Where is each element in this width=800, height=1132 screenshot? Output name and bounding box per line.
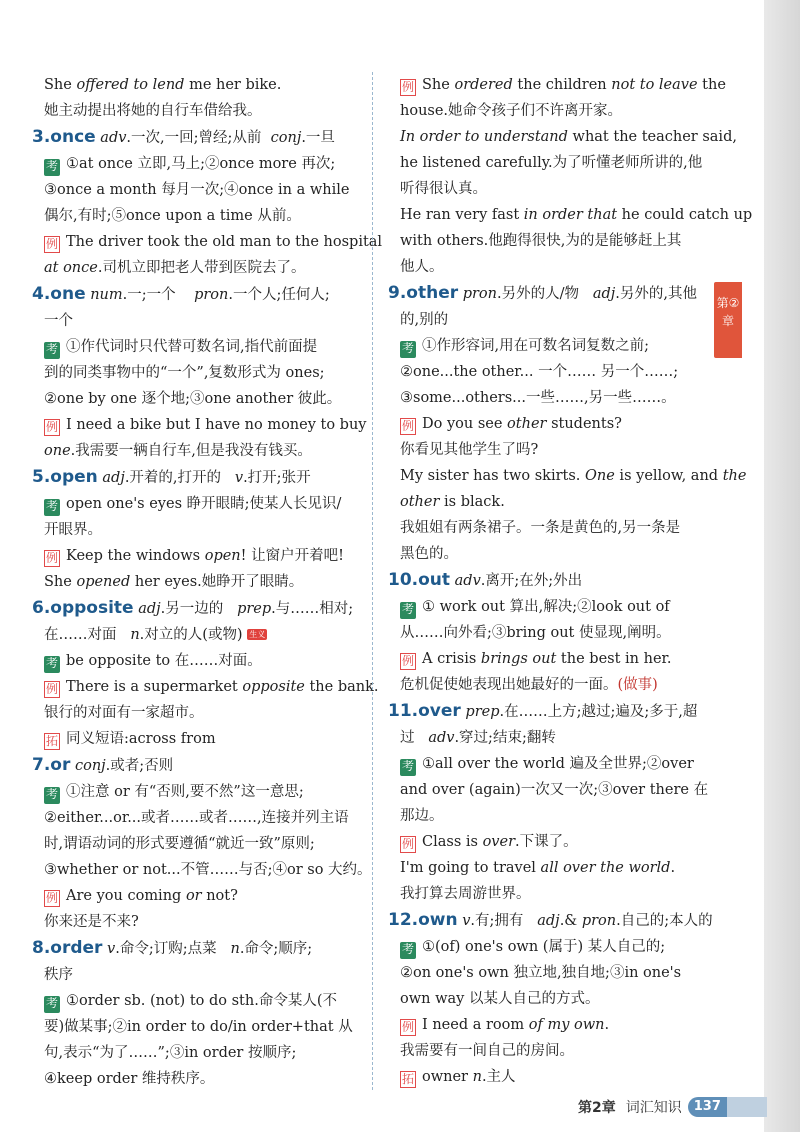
entry-headword: 12.own <box>388 910 458 930</box>
line-text: The driver took the old man to the hospital <box>66 234 383 250</box>
kao-note-icon: 考 <box>400 759 416 776</box>
entry-headword: 6.opposite <box>32 598 134 618</box>
text-line <box>388 359 706 385</box>
usage-note-line <box>32 491 358 517</box>
line-text: She offered to lend me her bike. <box>44 77 282 93</box>
text-line <box>388 960 706 986</box>
example-icon: 例 <box>45 551 58 565</box>
kao-note-icon: 考 <box>44 996 60 1013</box>
entry-headword-line <box>388 907 713 934</box>
entry-definition: v.命令;订购;点菜 n.命令;顺序; <box>107 941 313 957</box>
line-text: ②one by one 逐个地;③one another 彼此。 <box>44 391 342 407</box>
entry-definition: num.一;一个 pron.一个人;任何人; <box>90 287 330 303</box>
entry-headword: 8.order <box>32 938 103 958</box>
line-text: ① work out 算出,解决;②look out of <box>422 599 670 615</box>
line-text: 到的同类事物中的“一个”,复数形式为 ones; <box>44 365 325 381</box>
text-line <box>32 98 358 124</box>
line-text: ③some...others...一些……,另一些……。 <box>400 390 676 406</box>
text-line <box>32 360 358 386</box>
example-line <box>32 412 367 438</box>
line-text: ②one...the other... 一个…… 另一个……; <box>400 364 679 380</box>
example-line <box>32 543 358 569</box>
usage-note-line <box>388 333 706 359</box>
text-line <box>32 831 358 857</box>
extension-icon: 拓 <box>401 1072 414 1086</box>
kao-note-icon: 考 <box>44 656 60 673</box>
entry-definition: adv.离开;在外;外出 <box>454 573 583 589</box>
entry-definition: conj.或者;否则 <box>74 758 174 774</box>
text-line <box>32 909 358 935</box>
line-text: house.她命令孩子们不许离开家。 <box>400 103 623 119</box>
page-number-tail <box>727 1097 767 1117</box>
line-text: 危机促使她表现出她最好的一面。(做事) <box>400 677 658 693</box>
text-line <box>388 150 706 176</box>
text-line <box>32 177 358 203</box>
line-text: ②either...or...或者……或者……,连接并列主语 <box>44 810 349 826</box>
line-text: 我姐姐有两条裙子。一条是黄色的,另一条是 <box>400 520 681 536</box>
example-line <box>32 883 358 909</box>
entry-headword: 9.other <box>388 283 459 303</box>
entry-definition: adj.另一边的 prep.与……相对; <box>138 601 354 617</box>
text-line <box>32 255 358 281</box>
line-text: ③once a month 每月一次;④once in a while <box>44 182 350 198</box>
text-line <box>32 1014 358 1040</box>
line-text: Keep the windows open! 让窗户开着吧! <box>66 548 344 564</box>
line-text: ①at once 立即,马上;②once more 再次; <box>66 156 336 172</box>
line-text: Are you coming or not? <box>66 888 238 904</box>
entry-headword-line <box>32 935 358 962</box>
extension-icon: 拓 <box>45 734 58 748</box>
text-line <box>388 986 706 1012</box>
line-text: own way 以某人自己的方式。 <box>400 991 600 1007</box>
line-text: ①(of) one's own (属于) 某人自己的; <box>422 939 666 955</box>
entry-headword-line <box>388 698 706 725</box>
text-line <box>32 569 358 595</box>
text-line <box>388 1038 706 1064</box>
line-text: owner n.主人 <box>422 1069 516 1085</box>
line-text: 听得很认真。 <box>400 181 487 197</box>
extension-line <box>32 726 358 752</box>
usage-note-line <box>32 988 358 1014</box>
line-text: There is a supermarket opposite the bank. <box>66 679 379 695</box>
kao-note-icon: 考 <box>44 787 60 804</box>
example-icon: 例 <box>401 80 414 94</box>
text-line <box>32 1040 358 1066</box>
page-footer <box>578 1096 767 1118</box>
kao-note-icon: 考 <box>400 602 416 619</box>
line-text: 银行的对面有一家超市。 <box>44 705 204 721</box>
example-icon: 例 <box>401 1020 414 1034</box>
usage-note-line <box>388 934 706 960</box>
text-line <box>32 308 358 334</box>
example-line <box>32 229 383 255</box>
line-text: My sister has two skirts. One is yellow, and the <box>400 468 747 484</box>
usage-note-line <box>388 594 706 620</box>
entry-headword-line <box>32 281 358 308</box>
line-text: 秩序 <box>44 967 73 983</box>
footer-section: 词汇知识 <box>625 1100 682 1116</box>
line-text: ①all over the world 遍及全世界;②over <box>422 756 694 772</box>
text-line <box>388 881 706 907</box>
line-text: ④keep order 维持秩序。 <box>44 1071 215 1087</box>
entry-headword: 4.one <box>32 284 86 304</box>
text-line <box>388 803 706 829</box>
usage-note-line <box>388 751 706 777</box>
entry-headword: 11.over <box>388 701 461 721</box>
line-text: 时,谓语动词的形式要遵循“就近一致”原则; <box>44 836 315 852</box>
entry-headword: 3.once <box>32 127 96 147</box>
line-text: ①作代词时只代替可数名词,指代前面提 <box>66 339 318 355</box>
line-text: He ran very fast in order that he could catch up <box>400 207 753 223</box>
line-text: Class is over.下课了。 <box>422 834 578 850</box>
line-text: She opened her eyes.她睁开了眼睛。 <box>44 574 304 590</box>
text-line <box>32 805 358 831</box>
line-text: 的,别的 <box>400 312 449 328</box>
entry-definition: v.有;拥有 adj.& pron.自己的;本人的 <box>462 913 713 929</box>
kao-note-icon: 考 <box>400 341 416 358</box>
line-text: Do you see other students? <box>422 416 622 432</box>
line-text: he listened carefully.为了听懂老师所讲的,他 <box>400 155 703 171</box>
example-line <box>388 411 706 437</box>
text-line <box>32 700 358 726</box>
left-column <box>32 72 383 1092</box>
text-line <box>388 307 706 333</box>
line-text: 黑色的。 <box>400 546 458 562</box>
text-line <box>388 254 706 280</box>
usage-note-line <box>32 779 358 805</box>
text-line <box>32 622 358 648</box>
text-line <box>388 777 709 803</box>
usage-note-line <box>32 151 358 177</box>
text-line <box>32 203 358 229</box>
line-text: I need a bike but I have no money to buy <box>66 417 367 433</box>
line-text: at once.司机立即把老人带到医院去了。 <box>44 260 306 276</box>
text-line <box>388 672 706 698</box>
line-text: 一个 <box>44 313 73 329</box>
line-text: 你看见其他学生了吗? <box>400 442 539 458</box>
line-text: ②on one's own 独立地,独自地;③in one's <box>400 965 682 981</box>
text-line <box>32 857 372 883</box>
example-line <box>388 1012 706 1038</box>
text-line <box>388 489 706 515</box>
line-text: 开眼界。 <box>44 522 102 538</box>
text-line <box>32 962 358 988</box>
text-line <box>32 517 358 543</box>
line-text: 我打算去周游世界。 <box>400 886 531 902</box>
text-line <box>388 124 737 150</box>
line-text: 他人。 <box>400 259 444 275</box>
line-text: other is black. <box>400 494 505 510</box>
text-line <box>388 98 706 124</box>
example-icon: 例 <box>45 420 58 434</box>
line-text: 你来还是不来? <box>44 914 139 930</box>
page-edge <box>764 0 800 1132</box>
line-text: open one's eyes 睁开眼睛;使某人长见识/ <box>66 496 342 512</box>
line-text: ①注意 or 有“否则,要不然”这一意思; <box>66 784 304 800</box>
example-icon: 例 <box>401 837 414 851</box>
extension-line <box>388 1064 706 1090</box>
entry-headword: 10.out <box>388 570 451 590</box>
text-line <box>32 386 358 412</box>
text-line <box>388 463 747 489</box>
footer-chapter: 第2章 <box>578 1100 616 1116</box>
example-icon: 例 <box>401 654 414 668</box>
example-icon: 例 <box>45 682 58 696</box>
line-text: 在……对面 n.对立的人(或物) 生义 <box>44 627 266 643</box>
line-text: 我需要有一间自己的房间。 <box>400 1043 574 1059</box>
text-line <box>388 855 706 881</box>
line-text: be opposite to 在……对面。 <box>66 653 262 669</box>
usage-note-line <box>32 648 358 674</box>
example-icon: 例 <box>45 891 58 905</box>
entry-headword-line <box>388 567 706 594</box>
line-text: 要)做某事;②in order to do/in order+that 从 <box>44 1019 353 1035</box>
line-text: 从……向外看;③bring out 使显现,阐明。 <box>400 625 671 641</box>
entry-definition: adv.一次,一回;曾经;从前 conj.一旦 <box>100 130 335 146</box>
line-text: I need a room of my own. <box>422 1017 610 1033</box>
text-line <box>388 176 706 202</box>
line-text: 同义短语:across from <box>66 731 216 747</box>
line-text: and over (again)一次又一次;③over there 在 <box>400 782 709 798</box>
line-text: 那边。 <box>400 808 444 824</box>
line-text: with others.他跑得很快,为的是能够赶上其 <box>400 233 682 249</box>
text-line <box>388 620 706 646</box>
text-line <box>32 72 358 98</box>
text-line <box>388 515 706 541</box>
line-text: 偶尔,有时;⑤once upon a time 从前。 <box>44 208 301 224</box>
entry-definition: pron.另外的人/物 adj.另外的,其他 <box>462 286 697 302</box>
line-text: A crisis brings out the best in her. <box>422 651 672 667</box>
entry-definition: prep.在……上方;越过;遍及;多于,超 <box>465 704 698 720</box>
example-icon: 例 <box>45 237 58 251</box>
text-line <box>388 228 706 254</box>
entry-headword-line <box>32 464 358 491</box>
text-line <box>388 725 706 751</box>
text-line <box>32 438 358 464</box>
line-text: 她主动提出将她的自行车借给我。 <box>44 103 262 119</box>
column-divider <box>372 72 373 1090</box>
text-line <box>388 385 706 411</box>
example-line <box>388 829 706 855</box>
text-line <box>388 437 706 463</box>
example-line <box>388 646 706 672</box>
line-text: I'm going to travel all over the world. <box>400 860 676 876</box>
example-icon: 例 <box>401 419 414 433</box>
entry-headword: 5.open <box>32 467 98 487</box>
text-line <box>388 541 706 567</box>
entry-headword-line <box>388 280 706 307</box>
line-text: one.我需要一辆自行车,但是我没有钱买。 <box>44 443 312 459</box>
text-line <box>388 202 753 228</box>
line-text: 过 adv.穿过;结束;翻转 <box>400 730 556 746</box>
kao-note-icon: 考 <box>44 342 60 359</box>
line-text: In order to understand what the teacher said, <box>400 129 737 145</box>
entry-headword-line <box>32 752 358 779</box>
chapter-side-tab: 第②章 <box>714 282 742 358</box>
kao-note-icon: 考 <box>44 159 60 176</box>
line-text: ①order sb. (not) to do sth.命令某人(不 <box>66 993 337 1009</box>
kao-note-icon: 考 <box>400 942 416 959</box>
page-number: 137 <box>688 1097 727 1117</box>
line-text: ①作形容词,用在可数名词复数之前; <box>422 338 649 354</box>
usage-note-line <box>32 334 358 360</box>
line-text: She ordered the children not to leave the <box>422 77 726 93</box>
entry-headword-line <box>32 124 358 151</box>
entry-headword-line <box>32 595 358 622</box>
example-line <box>388 72 726 98</box>
example-line <box>32 674 379 700</box>
entry-definition: adj.开着的,打开的 v.打开;张开 <box>102 470 311 486</box>
text-line <box>32 1066 358 1092</box>
entry-headword: 7.or <box>32 755 71 775</box>
kao-note-icon: 考 <box>44 499 60 516</box>
line-text: 句,表示“为了……”;③in order 按顺序; <box>44 1045 297 1061</box>
line-text: ③whether or not...不管……与否;④or so 大约。 <box>44 862 372 878</box>
